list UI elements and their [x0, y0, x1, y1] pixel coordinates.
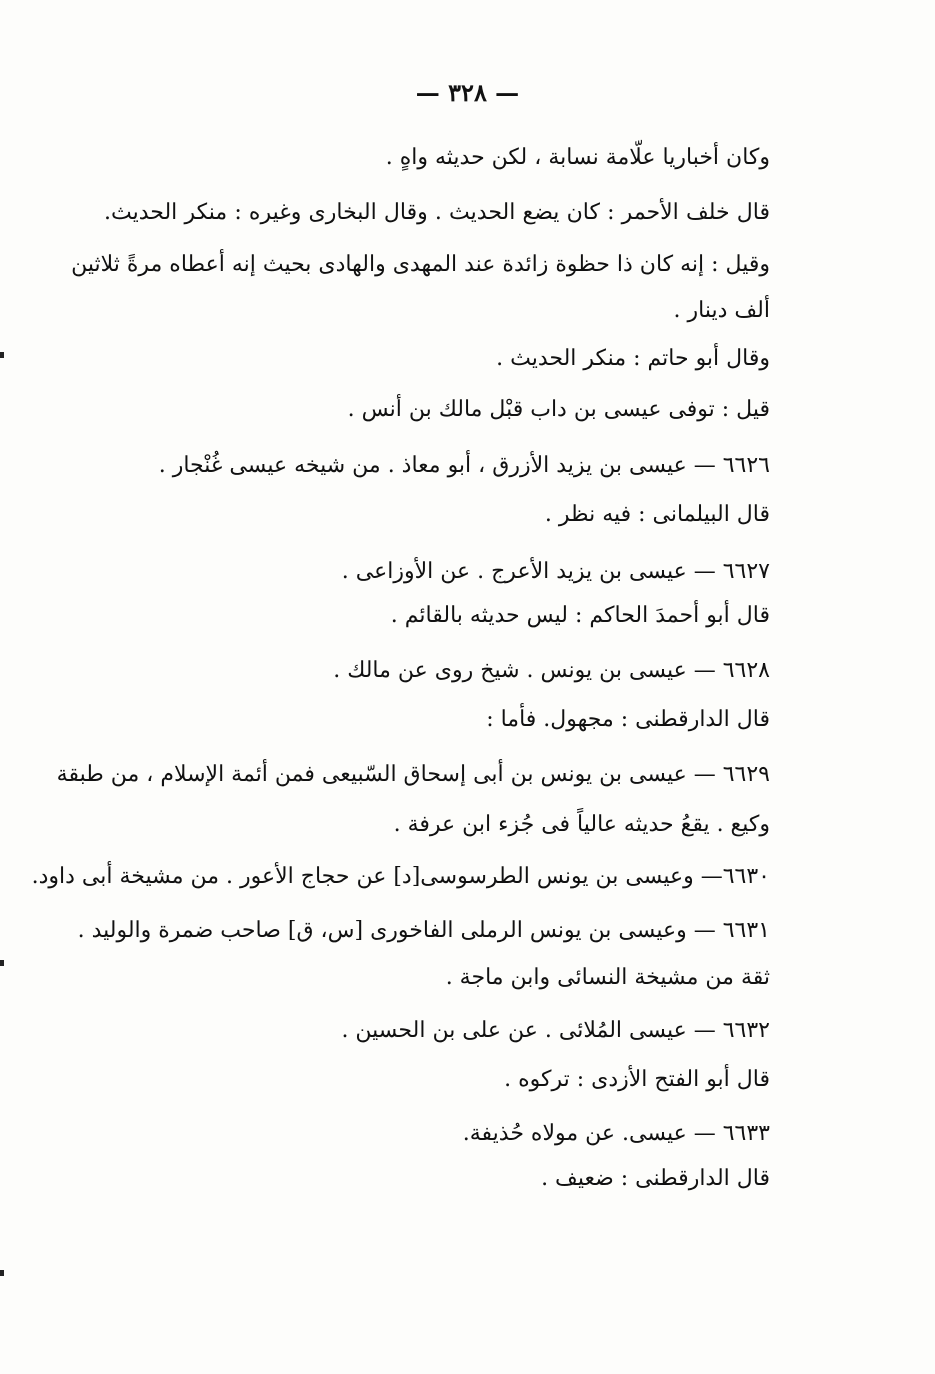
page-number: — ٣٢٨ — [415, 78, 520, 107]
text-line-19: قال أبو الفتح الأزدى : تركوه . [504, 1067, 770, 1092]
text-line-17: ثقة من مشيخة النسائى وابن ماجة . [445, 965, 770, 990]
entry-6630: ٦٦٣٠— وعيسى بن يونس الطرسوسى[د] عن حجاج الأعور . من مشيخة أبى داود. [31, 864, 770, 889]
text-line-4: ألف دينار . [673, 298, 770, 323]
scan-edge-mark [0, 352, 4, 358]
entry-6626: ٦٦٢٦ — عيسى بن يزيد الأزرق ، أبو معاذ . من شيخه عيسى غُنْجار . [158, 453, 770, 478]
scan-edge-mark [0, 960, 4, 966]
entry-6627: ٦٦٢٧ — عيسى بن يزيد الأعرج . عن الأوزاعى . [341, 559, 770, 584]
text-line-21: قال الدارقطنى : ضعيف . [541, 1166, 770, 1191]
text-line-6: قيل : توفى عيسى بن داب قبْل مالك بن أنس . [347, 397, 770, 422]
text-line-5: وقال أبو حاتم : منكر الحديث . [496, 346, 770, 371]
entry-6629: ٦٦٢٩ — عيسى بن يونس بن أبى إسحاق السّبيعى فمن أئمة الإسلام ، من طبقة [56, 762, 770, 787]
text-line-2: قال خلف الأحمر : كان يضع الحديث . وقال البخارى وغيره : منكر الحديث. [104, 200, 770, 225]
text-line-14: وكيع . يقعُ حديثه عالياً فى جُزء ابن عرفة . [393, 812, 770, 837]
text-line-1: وكان أخباريا علّامة نسابة ، لكن حديثه واهٍ . [385, 145, 770, 170]
entry-6631: ٦٦٣١ — وعيسى بن يونس الرملى الفاخورى [س، ق] صاحب ضمرة والوليد . [77, 918, 770, 943]
scan-edge-mark [0, 1270, 4, 1276]
text-line-3: وقيل : إنه كان ذا حظوة زائدة عند المهدى والهادى بحيث إنه أعطاه مرةً ثلاثين [71, 252, 770, 277]
text-line-8: قال البيلمانى : فيه نظر . [544, 502, 770, 527]
text-line-12: قال الدارقطنى : مجهول. فأما : [486, 707, 770, 732]
entry-6632: ٦٦٣٢ — عيسى المُلائى . عن على بن الحسين . [341, 1018, 770, 1043]
entry-6633: ٦٦٣٣ — عيسى. عن مولاه حُذيفة. [462, 1121, 770, 1146]
entry-6628: ٦٦٢٨ — عيسى بن يونس . شيخ روى عن مالك . [333, 658, 770, 683]
text-line-10: قال أبو أحمدَ الحاكم : ليس حديثه بالقائم . [390, 603, 770, 628]
